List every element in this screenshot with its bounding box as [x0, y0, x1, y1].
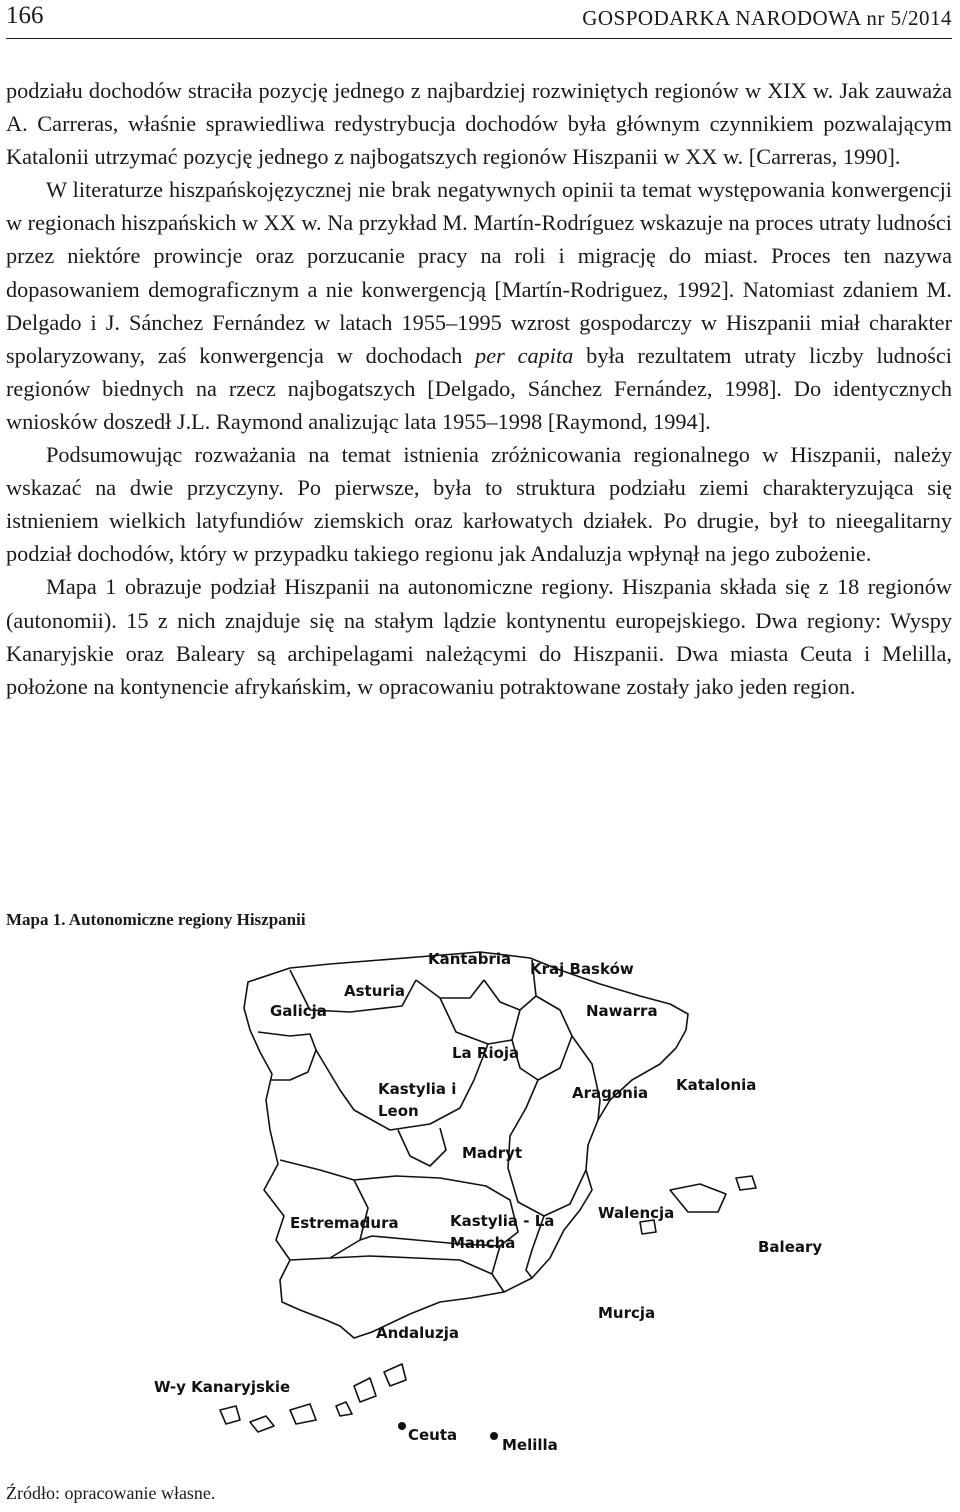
- figure-caption: Mapa 1. Autonomiczne regiony Hiszpanii: [6, 910, 306, 929]
- label-katalonia: Katalonia: [676, 1076, 757, 1094]
- label-galicja: Galicja: [270, 1002, 327, 1020]
- melilla-dot: [490, 1432, 498, 1440]
- paragraph-4: Mapa 1 obrazuje podział Hiszpanii na autonomiczne regiony. Hiszpania składa się z 18 regionów (autonomii). 15 z nich znajduje się na stałym lądzie kontynentu europejskiego. Dwa regiony: Wyspy Kanaryjskie oraz Baleary są archipelagami należącymi do Hiszpanii. Dwa miasta Ceuta i Melilla, położone na kontynencie afrykańskim, w opracowaniu potraktowane zostały jako jeden region.: [6, 574, 952, 699]
- label-asturia: Asturia: [344, 982, 406, 1000]
- header-rule: [6, 38, 952, 39]
- label-murcja: Murcja: [598, 1304, 656, 1322]
- page-header: [6, 2, 952, 36]
- label-estremadura: Estremadura: [290, 1214, 399, 1232]
- label-andaluzja: Andaluzja: [376, 1324, 459, 1342]
- page-number: 166: [6, 2, 44, 29]
- map-svg: [140, 940, 860, 1470]
- label-kanaryjskie: W-y Kanaryjskie: [154, 1378, 291, 1396]
- per-capita-italic: per capita: [475, 342, 574, 368]
- border-cantabria: [416, 980, 484, 998]
- label-kastylia-la-mancha-2: Mancha: [450, 1234, 516, 1252]
- label-kastylia-leon-2: Leon: [378, 1102, 419, 1120]
- label-kastylia-leon-1: Kastylia i: [378, 1080, 457, 1098]
- border-murcia: [492, 1246, 504, 1292]
- paragraph-3: Podsumowując rozważania na temat istnienia zróżnicowania regionalnego w Hiszpanii, należy wskazać na dwie przyczyny. Po pierwsze, była to struktura podziału ziemi charakteryzująca się istnieniem wielkich latyfundiów ziemskich oraz karłowatych działek. Po drugie, był to nieegalitarny podział dochodów, który w przypadku takiego regionu jak Andaluzja wpłynął na jego zubożenie.: [6, 442, 952, 567]
- label-walencja: Walencja: [598, 1204, 675, 1222]
- border-cataluna: [572, 1036, 600, 1120]
- label-ceuta: Ceuta: [408, 1426, 458, 1444]
- paragraph-2-part-b: była rezultatem utraty liczby ludności regionów biednych na rzecz najbogatszych [Delgado, Sánchez Fernández, 1998]. Do identycznych wniosków doszedł J.L. Raymond analizując lata 1955–1998 [Raymond, 1994].: [6, 342, 953, 434]
- label-baleary: Baleary: [758, 1238, 823, 1256]
- label-kantabria: Kantabria: [428, 950, 512, 968]
- label-kastylia-la-mancha-1: Kastylia - La: [450, 1212, 555, 1230]
- label-madryt: Madryt: [462, 1144, 523, 1162]
- spain-regions-map: [140, 940, 860, 1470]
- label-la-rioja: La Rioja: [452, 1044, 520, 1062]
- border-rioja: [440, 998, 512, 1044]
- paragraph-1: podziału dochodów straciła pozycję jednego z najbardziej rozwiniętych regionów w XIX w. Jak zauważa A. Carreras, właśnie sprawiedliwa redystrybucja dochodów była głównym czynnikiem pozwalającym Katalonii utrzymać pozycję jednego z najbogatszych regionów Hiszpanii w XX w. [Carreras, 1990].: [6, 78, 952, 170]
- border-madrid: [398, 1128, 446, 1166]
- label-melilla: Melilla: [502, 1436, 558, 1454]
- body-text: [6, 74, 952, 703]
- figure-source: Źródło: opracowanie własne.: [6, 1483, 216, 1503]
- border-extremadura: [280, 1160, 368, 1260]
- label-nawarra: Nawarra: [586, 1002, 658, 1020]
- paragraph-2-part-a: W literaturze hiszpańskojęzycznej nie brak negatywnych opinii ta temat występowania konwergencji w regionach hiszpańskich w XX w. Na przykład M. Martín-Rodríguez wskazuje na proces utraty ludności przez niektóre prowincje oraz porzucanie pracy na roli i migrację do miast. Proces ten nazywa dopasowaniem demograficznym a nie konwergencją [Martín-Rodriguez, 1992]. Natomiast zdaniem M. Delgado i J. Sánchez Fernández w latach 1955–1995 wzrost gospodarczy w Hiszpanii miał charakter spolaryzowany, zaś konwergencja w dochodach: [6, 177, 952, 368]
- journal-title: GOSPODARKA NARODOWA nr 5/2014: [582, 6, 952, 30]
- label-kraj-baskow: Kraj Basków: [530, 960, 634, 978]
- border-galicia: [258, 1032, 316, 1080]
- ceuta-dot: [398, 1422, 406, 1430]
- border-andalucia: [330, 1256, 492, 1274]
- paragraph-2: [6, 173, 952, 438]
- label-aragonia: Aragonia: [572, 1084, 649, 1102]
- canary-islands: [220, 1364, 406, 1432]
